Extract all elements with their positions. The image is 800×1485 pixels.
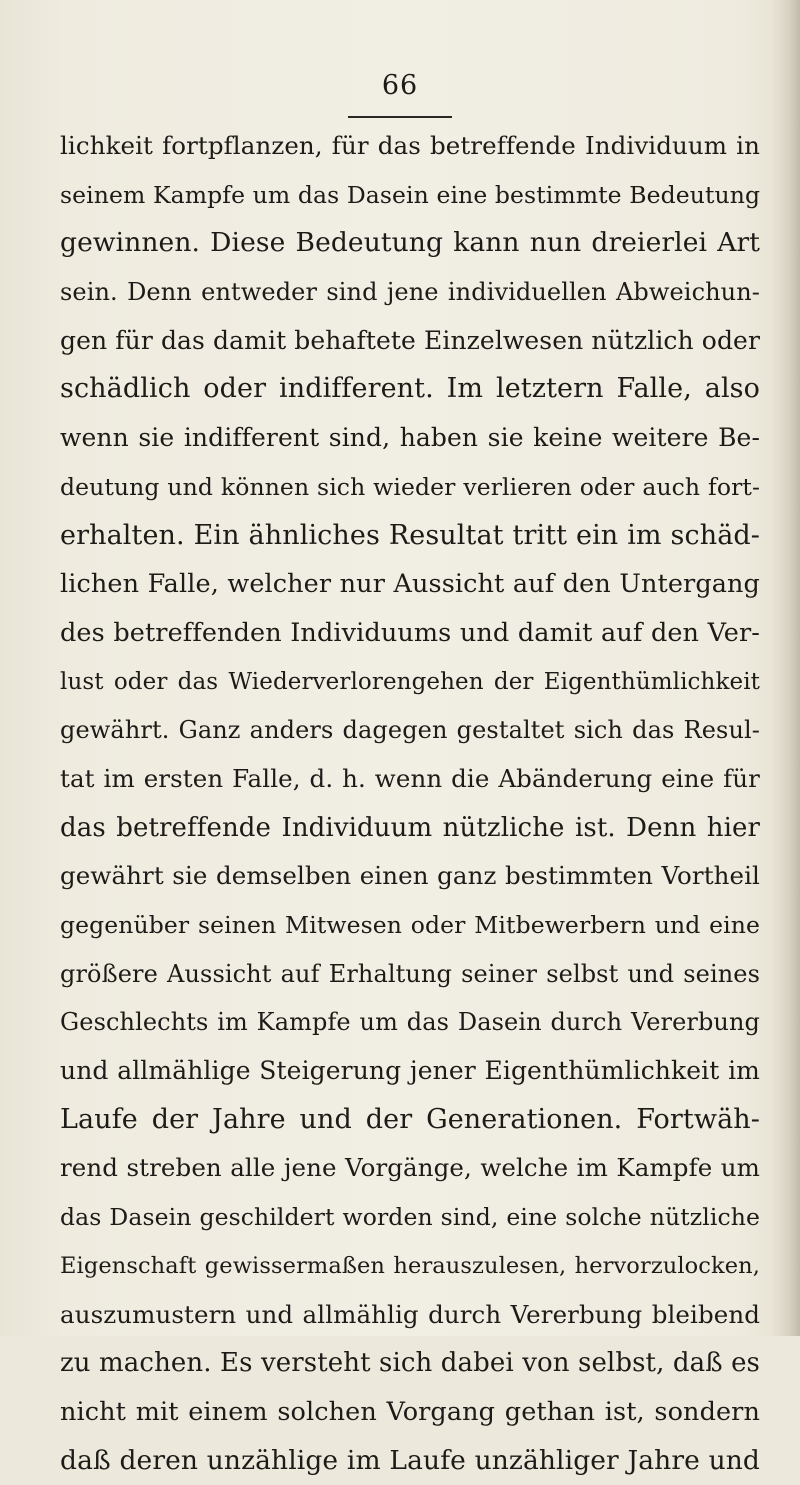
text-line: Geschlechts im Kampfe um das Dasein durch Vererbung [60, 1008, 760, 1037]
text-line: lust oder das Wiederverlorengehen der Eigenthümlichkeit [60, 668, 760, 695]
text-line: das Dasein geschildert worden sind, eine solche nützliche [60, 1203, 760, 1232]
text-line: lichkeit fortpflanzen, für das betreffende Individuum in [60, 131, 760, 160]
text-line: erhalten. Ein ähnliches Resultat tritt ein im schäd- [60, 519, 760, 551]
page-number: 66 [381, 70, 419, 101]
text-line: schädlich oder indifferent. Im letztern Falle, also [60, 373, 760, 405]
text-line: gewinnen. Diese Bedeutung kann nun dreierlei Art [60, 227, 760, 259]
text-line: sein. Denn entweder sind jene individuellen Abweichun- [60, 278, 760, 307]
text-line: gen für das damit behaftete Einzelwesen nützlich oder [60, 325, 760, 355]
text-line: tat im ersten Falle, d. h. wenn die Abänderung eine für [60, 763, 760, 793]
text-line: das betreffende Individuum nützliche ist. Denn hier [60, 812, 760, 843]
header-rule [348, 116, 452, 118]
text-line: deutung und können sich wieder verlieren oder auch fort- [60, 472, 760, 501]
text-line: daß deren unzählige im Laufe unzähliger Jahre und [60, 1444, 760, 1476]
text-line: seinem Kampfe um das Dasein eine bestimmte Bedeutung [60, 180, 761, 209]
text-line: und allmählige Steigerung jener Eigenthümlichkeit im [60, 1056, 760, 1086]
text-line: gewährt. Ganz anders dagegen gestaltet sich das Resul- [60, 716, 760, 745]
text-line: wenn sie indifferent sind, haben sie keine weitere Be- [60, 423, 760, 453]
text-line: nicht mit einem solchen Vorgang gethan ist, sondern [60, 1396, 760, 1427]
page-edge-shadow [772, 0, 800, 1336]
body-text [60, 122, 760, 1485]
text-line: Eigenschaft gewissermaßen herauszulesen, hervorzulocken, [60, 1252, 760, 1279]
text-line: Laufe der Jahre und der Generationen. Fortwäh- [60, 1103, 760, 1135]
text-line: zu machen. Es versteht sich dabei von selbst, daß es [60, 1348, 760, 1379]
text-line: des betreffenden Individuums und damit auf den Ver- [60, 617, 760, 648]
text-line: größere Aussicht auf Erhaltung seiner selbst und seines [60, 959, 760, 988]
text-line: auszumustern und allmählig durch Vererbung bleibend [60, 1299, 760, 1329]
text-line: gegenüber seinen Mitwesen oder Mitbewerbern und eine [60, 911, 760, 939]
text-line: lichen Falle, welcher nur Aussicht auf den Untergang [60, 569, 760, 600]
text-line: gewährt sie demselben einen ganz bestimmten Vortheil [60, 861, 760, 891]
text-line: rend streben alle jene Vorgänge, welche im Kampfe um [60, 1153, 760, 1183]
